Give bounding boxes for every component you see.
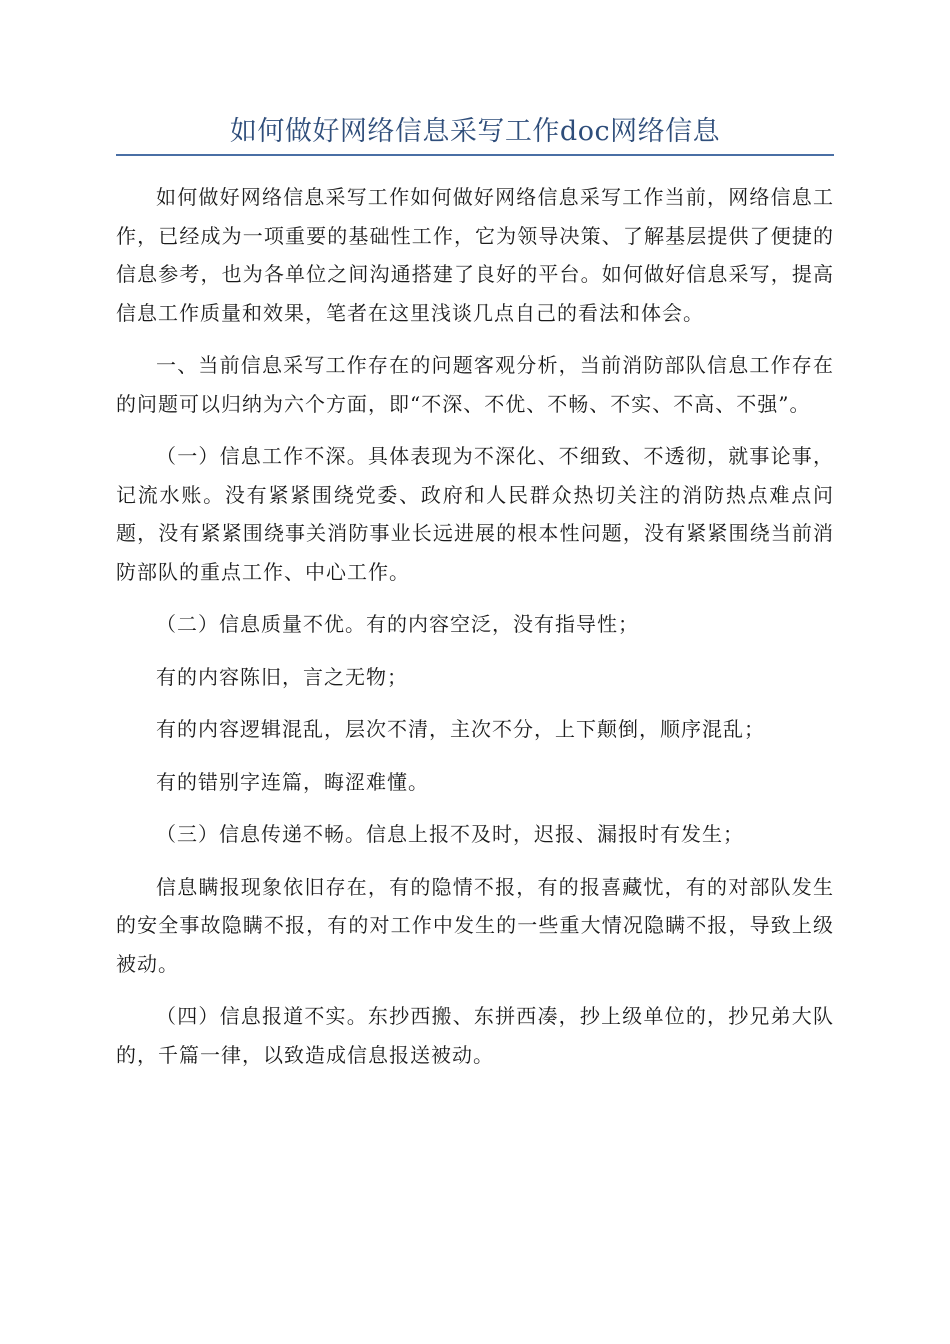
paragraph-point-3-detail: 信息瞒报现象依旧存在，有的隐情不报，有的报喜藏忧，有的对部队发生的安全事故隐瞒不报，有的对工作中发生的一些重大情况隐瞒不报，导致上级被动。 [116,874,834,976]
paragraph-point-2-item-3: 有的错别字连篇，晦涩难懂。 [156,769,429,794]
paragraph-point-2-item-2: 有的内容逻辑混乱，层次不清，主次不分，上下颠倒，顺序混乱； [156,717,765,741]
title-underline [116,154,834,156]
document-page [116,112,834,1088]
paragraph-point-2-item-1: 有的内容陈旧，言之无物； [156,664,408,689]
paragraph-point-1: （一）信息工作不深。具体表现为不深化、不细致、不透彻，就事论事，记流水账。没有紧紧围绕党委、政府和人民群众热切关注的消防热点难点问题，没有紧紧围绕事关消防事业长远进展的根本性问题，没有紧紧围绕当前消防部队的重点工作、中心工作。 [116,444,834,584]
paragraph-intro: 如何做好网络信息采写工作如何做好网络信息采写工作当前，网络信息工作，已经成为一项重要的基础性工作，它为领导决策、了解基层提供了便捷的信息参考，也为各单位之间沟通搭建了良好的平台。如何做好信息采写，提高信息工作质量和效果，笔者在这里浅谈几点自己的看法和体会。 [116,185,834,325]
paragraph-point-4: （四）信息报道不实。东抄西搬、东拼西凑，抄上级单位的，抄兄弟大队的，千篇一律，以致造成信息报送被动。 [116,1004,834,1067]
paragraph-section-1: 一、当前信息采写工作存在的问题客观分析，当前消防部队信息工作存在的问题可以归纳为六个方面，即“不深、不优、不畅、不实、不高、不强”。 [116,353,834,416]
paragraph-point-2: （二）信息质量不优。有的内容空泛，没有指导性； [156,612,639,636]
document-title: 如何做好网络信息采写工作doc网络信息 [229,116,721,147]
paragraph-point-3: （三）信息传递不畅。信息上报不及时，迟报、漏报时有发生； [156,822,744,846]
